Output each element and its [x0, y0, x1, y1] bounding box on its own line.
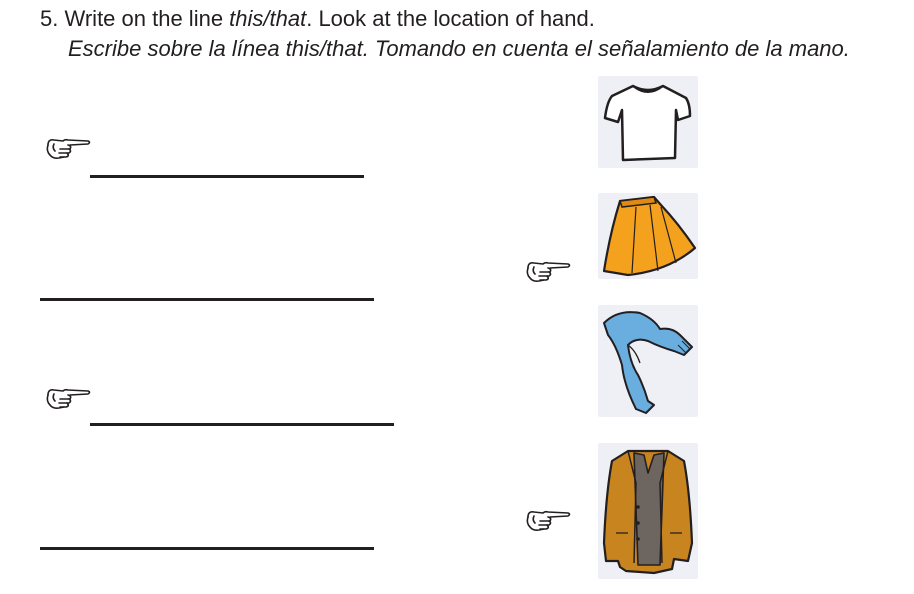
answer-line-2 — [40, 298, 374, 301]
answer-input-1[interactable] — [90, 142, 364, 176]
instruction-en-emphasis: this/that — [229, 6, 307, 31]
answer-input-3[interactable] — [90, 390, 394, 424]
pointing-hand-icon — [524, 507, 572, 535]
instruction-en-before: Write on the line — [64, 6, 230, 31]
answer-input-4[interactable] — [40, 514, 374, 548]
instruction-spanish: Escribe sobre la línea this/that. Tomando en cuenta el señalamiento de la mano. — [68, 36, 850, 61]
jacket-icon — [598, 443, 698, 579]
instruction-english — [40, 5, 595, 33]
t-shirt-icon — [598, 76, 698, 168]
exercise-number: 5. — [40, 6, 59, 31]
scarf-icon — [598, 305, 698, 417]
answer-input-2[interactable] — [40, 265, 374, 299]
answer-line-1 — [90, 175, 364, 178]
pointing-hand-icon — [524, 258, 572, 286]
pointing-hand-icon — [44, 385, 92, 413]
instruction-en-after: . Look at the location of hand. — [306, 6, 595, 31]
pointing-hand-icon — [44, 135, 92, 163]
answer-line-4 — [40, 547, 374, 550]
answer-line-3 — [90, 423, 394, 426]
skirt-icon — [598, 193, 698, 279]
